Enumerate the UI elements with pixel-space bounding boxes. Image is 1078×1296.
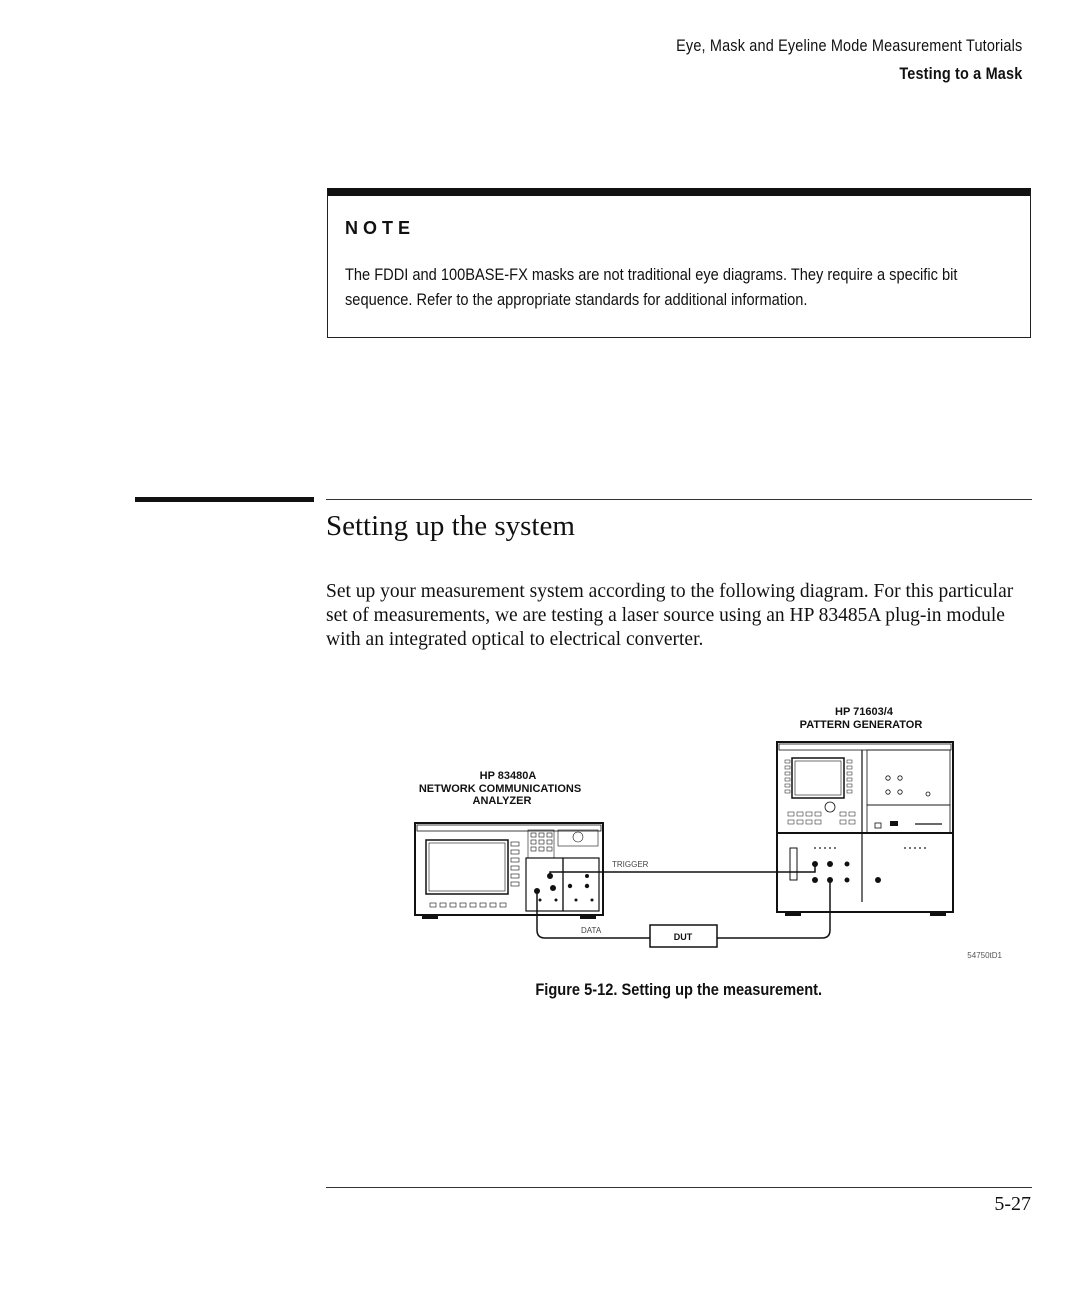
- figure-id: 54750tD1: [967, 951, 1002, 960]
- analyzer-label-line2: NETWORK COMMUNICATIONS: [418, 783, 582, 795]
- section-rule-thick: [135, 497, 314, 502]
- trigger-label: TRIGGER: [612, 860, 649, 869]
- pattern-generator-instrument: [777, 742, 953, 916]
- analyzer-label-line3: ANALYZER: [472, 795, 532, 807]
- running-header: [615, 32, 1022, 88]
- data-label: DATA: [581, 926, 602, 935]
- chapter-title: Eye, Mask and Eyeline Mode Measurement Tutorials: [675, 36, 1022, 55]
- note-text: The FDDI and 100BASE-FX masks are not traditional eye diagrams. They require a specific bit sequence. Refer to the appropriate standards for additional information.: [345, 265, 958, 309]
- figure-caption-text: Figure 5-12. Setting up the measurement.: [535, 980, 823, 999]
- section-header-title: Testing to a Mask: [898, 64, 1022, 83]
- body-paragraph: Set up your measurement system according to the following diagram. For this particular set of measurements, we are testing a laser source using an HP 83485A plug-in module with an integrated optical to electrical converter.: [326, 581, 1014, 650]
- generator-label-line2: PATTERN GENERATOR: [799, 719, 923, 731]
- note-label: NOTE: [345, 218, 416, 238]
- figure-caption: [326, 980, 1032, 1000]
- note-box: [327, 188, 1031, 338]
- section-title: Setting up the system: [326, 510, 575, 542]
- analyzer-label-line1: HP 83480A: [479, 770, 537, 782]
- footer-rule: [326, 1187, 1032, 1188]
- generator-label-line1: HP 71603/4: [835, 706, 893, 718]
- page-number: 5-27: [994, 1193, 1031, 1215]
- section-rule-thin: [326, 499, 1032, 500]
- setup-diagram: [330, 690, 1030, 975]
- analyzer-instrument: [415, 823, 603, 919]
- dut-label: DUT: [673, 932, 693, 942]
